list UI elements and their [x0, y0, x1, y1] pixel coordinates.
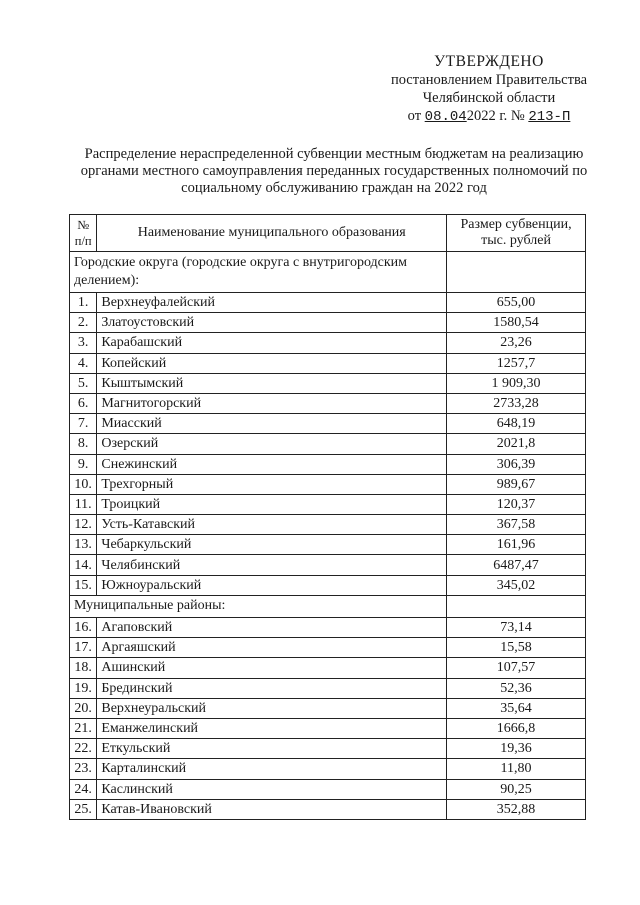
row-value: 6487,47	[447, 555, 586, 575]
table-row	[70, 555, 586, 575]
table-row	[70, 739, 586, 759]
row-value: 2021,8	[447, 434, 586, 454]
row-number: 21.	[70, 718, 97, 738]
section-urban-empty	[447, 252, 586, 293]
row-name: Троицкий	[97, 494, 447, 514]
table-row	[70, 658, 586, 678]
header-name: Наименование муниципального образования	[97, 215, 447, 252]
row-name: Чебаркульский	[97, 535, 447, 555]
row-name: Катав-Ивановский	[97, 799, 447, 819]
row-number: 15.	[70, 575, 97, 595]
row-number: 6.	[70, 393, 97, 413]
approval-number: 213-П	[528, 109, 571, 125]
row-value: 367,58	[447, 515, 586, 535]
table-body	[70, 252, 586, 820]
row-name: Карабашский	[97, 333, 447, 353]
table-row	[70, 779, 586, 799]
row-value: 73,14	[447, 618, 586, 638]
approval-stamp: УТВЕРЖДЕНО	[434, 53, 544, 70]
row-name: Златоустовский	[97, 313, 447, 333]
row-name: Верхнеуральский	[97, 698, 447, 718]
table-row	[70, 494, 586, 514]
row-number: 18.	[70, 658, 97, 678]
row-number: 25.	[70, 799, 97, 819]
row-name: Карталинский	[97, 759, 447, 779]
row-value: 23,26	[447, 333, 586, 353]
row-number: 4.	[70, 353, 97, 373]
row-number: 2.	[70, 313, 97, 333]
row-value: 1666,8	[447, 718, 586, 738]
row-number: 10.	[70, 474, 97, 494]
table-row	[70, 759, 586, 779]
table-row	[70, 333, 586, 353]
row-number: 1.	[70, 293, 97, 313]
row-name: Усть-Катавский	[97, 515, 447, 535]
section-row-districts	[70, 595, 586, 617]
approval-date: 08.04	[424, 109, 467, 125]
row-value: 35,64	[447, 698, 586, 718]
row-number: 22.	[70, 739, 97, 759]
row-value: 648,19	[447, 414, 586, 434]
table-row	[70, 353, 586, 373]
row-value: 1 909,30	[447, 373, 586, 393]
row-name: Трехгорный	[97, 474, 447, 494]
row-name: Брединский	[97, 678, 447, 698]
row-number: 5.	[70, 373, 97, 393]
row-value: 11,80	[447, 759, 586, 779]
section-urban-label: Городские округа (городские округа с внутригородским делением):	[70, 252, 447, 293]
row-name: Копейский	[97, 353, 447, 373]
row-number: 24.	[70, 779, 97, 799]
row-value: 345,02	[447, 575, 586, 595]
row-number: 23.	[70, 759, 97, 779]
row-value: 52,36	[447, 678, 586, 698]
row-number: 14.	[70, 555, 97, 575]
row-name: Еткульский	[97, 739, 447, 759]
row-name: Кыштымский	[97, 373, 447, 393]
row-name: Ашинский	[97, 658, 447, 678]
row-number: 3.	[70, 333, 97, 353]
date-prefix: от	[407, 108, 422, 124]
row-value: 1257,7	[447, 353, 586, 373]
table-header-row	[70, 215, 586, 252]
row-value: 161,96	[447, 535, 586, 555]
approval-year: 2022 г. №	[466, 108, 525, 124]
table-row	[70, 373, 586, 393]
row-name: Миасский	[97, 414, 447, 434]
table-row	[70, 474, 586, 494]
row-name: Магнитогорский	[97, 393, 447, 413]
row-value: 655,00	[447, 293, 586, 313]
approval-line-1: постановлением Правительства	[390, 72, 588, 88]
table-row	[70, 799, 586, 819]
row-value: 107,57	[447, 658, 586, 678]
table-row	[70, 638, 586, 658]
table-row	[70, 535, 586, 555]
header-value: Размер субвенции, тыс. рублей	[447, 215, 586, 252]
section-districts-empty	[447, 595, 586, 617]
row-number: 12.	[70, 515, 97, 535]
approval-line-2: Челябинской области	[422, 90, 556, 106]
table-row	[70, 454, 586, 474]
section-districts-label: Муниципальные районы:	[70, 595, 447, 617]
row-name: Снежинский	[97, 454, 447, 474]
row-number: 19.	[70, 678, 97, 698]
table-row	[70, 678, 586, 698]
table-row	[70, 393, 586, 413]
row-name: Еманжелинский	[97, 718, 447, 738]
approval-date-line	[360, 107, 618, 126]
table-row	[70, 313, 586, 333]
table-row	[70, 414, 586, 434]
row-number: 8.	[70, 434, 97, 454]
row-number: 9.	[70, 454, 97, 474]
table-row	[70, 718, 586, 738]
row-value: 1580,54	[447, 313, 586, 333]
row-number: 7.	[70, 414, 97, 434]
table-row	[70, 434, 586, 454]
row-name: Каслинский	[97, 779, 447, 799]
row-number: 20.	[70, 698, 97, 718]
header-num: № п/п	[70, 215, 97, 252]
row-number: 16.	[70, 618, 97, 638]
table-row	[70, 575, 586, 595]
subsidy-table	[69, 214, 586, 820]
approval-block	[360, 53, 618, 126]
row-name: Агаповский	[97, 618, 447, 638]
table-row	[70, 698, 586, 718]
row-name: Аргаяшский	[97, 638, 447, 658]
table-row	[70, 515, 586, 535]
row-name: Озерский	[97, 434, 447, 454]
row-value: 989,67	[447, 474, 586, 494]
row-name: Челябинский	[97, 555, 447, 575]
table-row	[70, 618, 586, 638]
row-value: 2733,28	[447, 393, 586, 413]
row-name: Южноуральский	[97, 575, 447, 595]
row-value: 19,36	[447, 739, 586, 759]
table-row	[70, 293, 586, 313]
row-value: 90,25	[447, 779, 586, 799]
row-value: 352,88	[447, 799, 586, 819]
row-number: 17.	[70, 638, 97, 658]
row-value: 15,58	[447, 638, 586, 658]
row-value: 306,39	[447, 454, 586, 474]
row-number: 13.	[70, 535, 97, 555]
row-number: 11.	[70, 494, 97, 514]
row-value: 120,37	[447, 494, 586, 514]
document-title: Распределение нераспределенной субвенции местным бюджетам на реализацию органами местного самоуправления переданных государственных полномочий по социальному обслуживанию граждан на 2022 год	[80, 146, 588, 196]
row-name: Верхнеуфалейский	[97, 293, 447, 313]
section-row-urban	[70, 252, 586, 293]
